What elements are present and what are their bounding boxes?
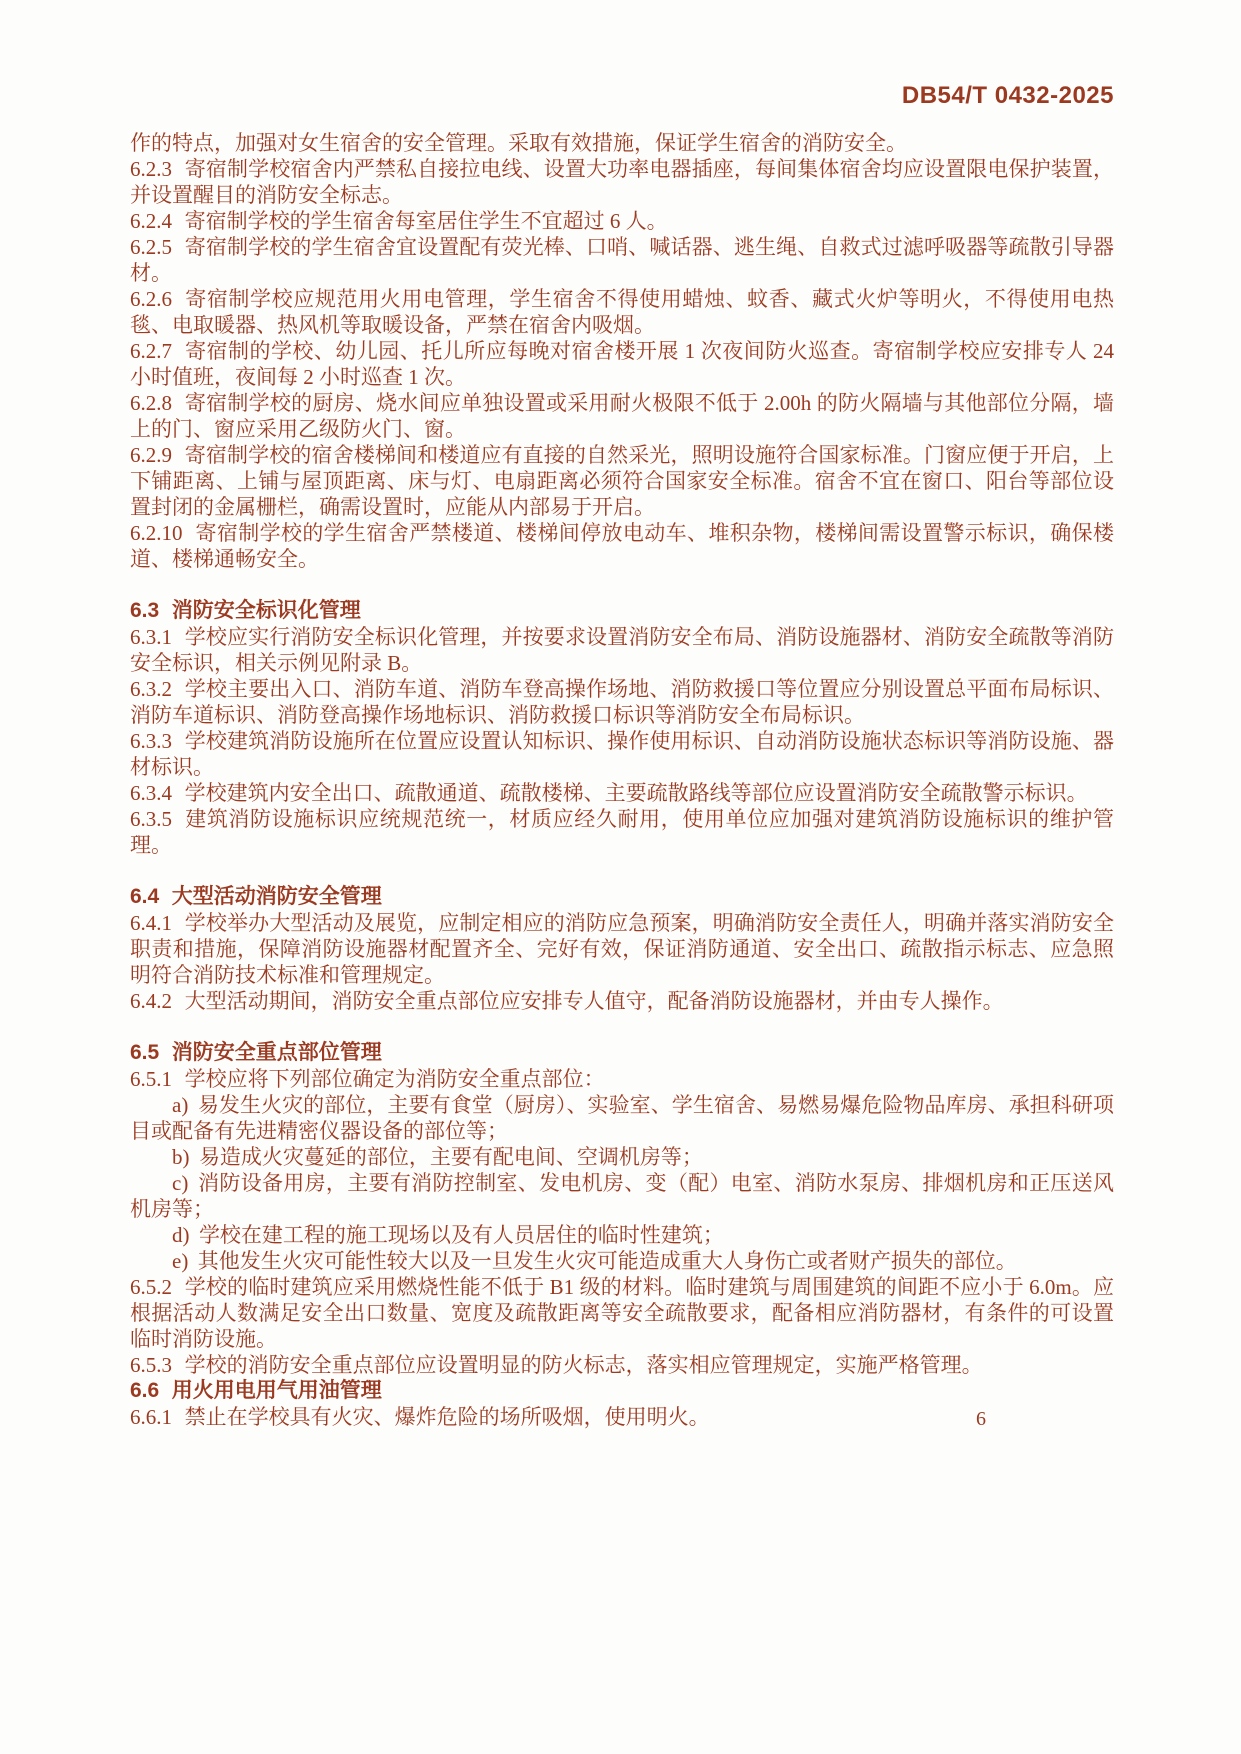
list-item: e) 其他发生火灾可能性较大以及一旦发生火灾可能造成重大人身伤亡或者财产损失的部位。 bbox=[172, 1249, 1017, 1273]
clause-paragraph: 6.3.2 学校主要出入口、消防车道、消防车登高操作场地、消防救援口等位置应分别设置总平面布局标识、消防车道标识、消防登高操作场地标识、消防救援口标识等消防安全布局标识。 bbox=[130, 677, 1114, 727]
clause-paragraph: 6.3.4 学校建筑内安全出口、疏散通道、疏散楼梯、主要疏散路线等部位应设置消防安全疏散警示标识。 bbox=[130, 781, 1088, 805]
clause-paragraph: 6.6.1 禁止在学校具有火灾、爆炸危险的场所吸烟，使用明火。 bbox=[130, 1405, 710, 1429]
clause-paragraph: 6.2.4 寄宿制学校的学生宿舍每室居住学生不宜超过 6 人。 bbox=[130, 209, 668, 233]
clause-number: 6.2.9 bbox=[130, 443, 172, 467]
clause-paragraph: 6.2.8 寄宿制学校的厨房、烧水间应单独设置或采用耐火极限不低于 2.00h 的防火隔墙与其他部位分隔，墙上的门、窗应采用乙级防火门、窗。 bbox=[130, 391, 1114, 441]
clause-number: 6.2.3 bbox=[130, 157, 172, 181]
clause-number: 6.5.2 bbox=[130, 1275, 172, 1299]
clause-number: 6.6.1 bbox=[130, 1405, 172, 1429]
clause-paragraph: 6.3.1 学校应实行消防安全标识化管理，并按要求设置消防安全布局、消防设施器材、消防安全疏散等消防安全标识，相关示例见附录 B。 bbox=[130, 625, 1114, 675]
clause-number: a) bbox=[172, 1093, 189, 1117]
clause-paragraph: 6.2.5 寄宿制学校的学生宿舍宜设置配有荧光棒、口哨、喊话器、逃生绳、自救式过滤呼吸器等疏散引导器材。 bbox=[130, 235, 1114, 285]
clause-paragraph: 6.4.2 大型活动期间，消防安全重点部位应安排专人值守，配备消防设施器材，并由专人操作。 bbox=[130, 989, 1004, 1013]
clause-number: 6.2.8 bbox=[130, 391, 172, 415]
continuation-paragraph: 作的特点，加强对女生宿舍的安全管理。采取有效措施，保证学生宿舍的消防安全。 bbox=[130, 131, 907, 155]
clause-number: 6.2.10 bbox=[130, 521, 183, 545]
list-item: b) 易造成火灾蔓延的部位，主要有配电间、空调机房等； bbox=[172, 1145, 703, 1169]
clause-number: 6.2.5 bbox=[130, 235, 172, 259]
clause-number: 6.2.4 bbox=[130, 209, 172, 233]
clause-number: 6.3.1 bbox=[130, 625, 172, 649]
section-heading: 6.6 用火用电用气用油管理 bbox=[130, 1379, 382, 1402]
clause-number: 6.5.3 bbox=[130, 1353, 172, 1377]
page-number: 6 bbox=[976, 1408, 986, 1430]
clause-number: d) bbox=[172, 1223, 190, 1247]
document-body bbox=[130, 130, 1114, 1430]
clause-number: 6.2.7 bbox=[130, 339, 172, 363]
clause-paragraph: 6.2.9 寄宿制学校的宿舍楼梯间和楼道应有直接的自然采光，照明设施符合国家标准。门窗应便于开启，上下铺距离、上铺与屋顶距离、床与灯、电扇距离必须符合国家安全标准。宿舍不宜在窗口、阳台等部位设置封闭的金属栅栏，确需设置时，应能从内部易于开启。 bbox=[130, 443, 1114, 519]
clause-paragraph: 6.5.1 学校应将下列部位确定为消防安全重点部位： bbox=[130, 1067, 605, 1091]
clause-number: 6.4.2 bbox=[130, 989, 172, 1013]
clause-paragraph: 6.2.3 寄宿制学校宿舍内严禁私自接拉电线、设置大功率电器插座，每间集体宿舍均应设置限电保护装置，并设置醒目的消防安全标志。 bbox=[130, 157, 1114, 207]
heading-number: 6.6 bbox=[130, 1379, 160, 1402]
standard-number: DB54/T 0432-2025 bbox=[901, 82, 1114, 109]
clause-number: e) bbox=[172, 1249, 189, 1273]
section-heading: 6.3 消防安全标识化管理 bbox=[130, 599, 361, 622]
heading-number: 6.5 bbox=[130, 1041, 160, 1064]
list-item: c) 消防设备用房，主要有消防控制室、发电机房、变（配）电室、消防水泵房、排烟机房和正压送风机房等； bbox=[130, 1171, 1114, 1221]
section-heading: 6.4 大型活动消防安全管理 bbox=[130, 885, 382, 908]
heading-number: 6.3 bbox=[130, 599, 160, 622]
clause-paragraph: 6.2.10 寄宿制学校的学生宿舍严禁楼道、楼梯间停放电动车、堆积杂物，楼梯间需设置警示标识，确保楼道、楼梯通畅安全。 bbox=[130, 521, 1114, 571]
clause-paragraph: 6.3.5 建筑消防设施标识应统规范统一，材质应经久耐用，使用单位应加强对建筑消防设施标识的维护管理。 bbox=[130, 807, 1114, 857]
clause-paragraph: 6.5.3 学校的消防安全重点部位应设置明显的防火标志，落实相应管理规定，实施严格管理。 bbox=[130, 1353, 983, 1377]
clause-paragraph: 6.5.2 学校的临时建筑应采用燃烧性能不低于 B1 级的材料。临时建筑与周围建筑的间距不应小于 6.0m。应根据活动人数满足安全出口数量、宽度及疏散距离等安全疏散要求，配备相应消防器材，有条件的可设置临时消防设施。 bbox=[130, 1275, 1114, 1351]
clause-number: 6.3.4 bbox=[130, 781, 172, 805]
heading-number: 6.4 bbox=[130, 885, 160, 908]
clause-number: 6.3.2 bbox=[130, 677, 172, 701]
clause-number: 6.3.3 bbox=[130, 729, 172, 753]
clause-number: 6.5.1 bbox=[130, 1067, 172, 1091]
list-item: d) 学校在建工程的施工现场以及有人员居住的临时性建筑； bbox=[172, 1223, 724, 1247]
clause-number: 6.3.5 bbox=[130, 807, 172, 831]
clause-paragraph: 6.2.7 寄宿制的学校、幼儿园、托儿所应每晚对宿舍楼开展 1 次夜间防火巡查。寄宿制学校应安排专人 24 小时值班，夜间每 2 小时巡查 1 次。 bbox=[130, 339, 1114, 389]
clause-number: 6.4.1 bbox=[130, 911, 172, 935]
clause-paragraph: 6.4.1 学校举办大型活动及展览，应制定相应的消防应急预案，明确消防安全责任人，明确并落实消防安全职责和措施，保障消防设施器材配置齐全、完好有效，保证消防通道、安全出口、疏散指示标志、应急照明符合消防技术标准和管理规定。 bbox=[130, 911, 1114, 987]
list-item: a) 易发生火灾的部位，主要有食堂（厨房）、实验室、学生宿舍、易燃易爆危险物品库房、承担科研项目或配备有先进精密仪器设备的部位等； bbox=[130, 1093, 1114, 1143]
section-heading: 6.5 消防安全重点部位管理 bbox=[130, 1041, 382, 1064]
clause-paragraph: 6.2.6 寄宿制学校应规范用火用电管理，学生宿舍不得使用蜡烛、蚊香、藏式火炉等明火，不得使用电热毯、电取暖器、热风机等取暖设备，严禁在宿舍内吸烟。 bbox=[130, 287, 1114, 337]
clause-number: b) bbox=[172, 1145, 190, 1169]
clause-number: 6.2.6 bbox=[130, 287, 172, 311]
clause-paragraph: 6.3.3 学校建筑消防设施所在位置应设置认知标识、操作使用标识、自动消防设施状态标识等消防设施、器材标识。 bbox=[130, 729, 1114, 779]
clause-number: c) bbox=[172, 1171, 189, 1195]
document-header bbox=[130, 82, 1114, 110]
